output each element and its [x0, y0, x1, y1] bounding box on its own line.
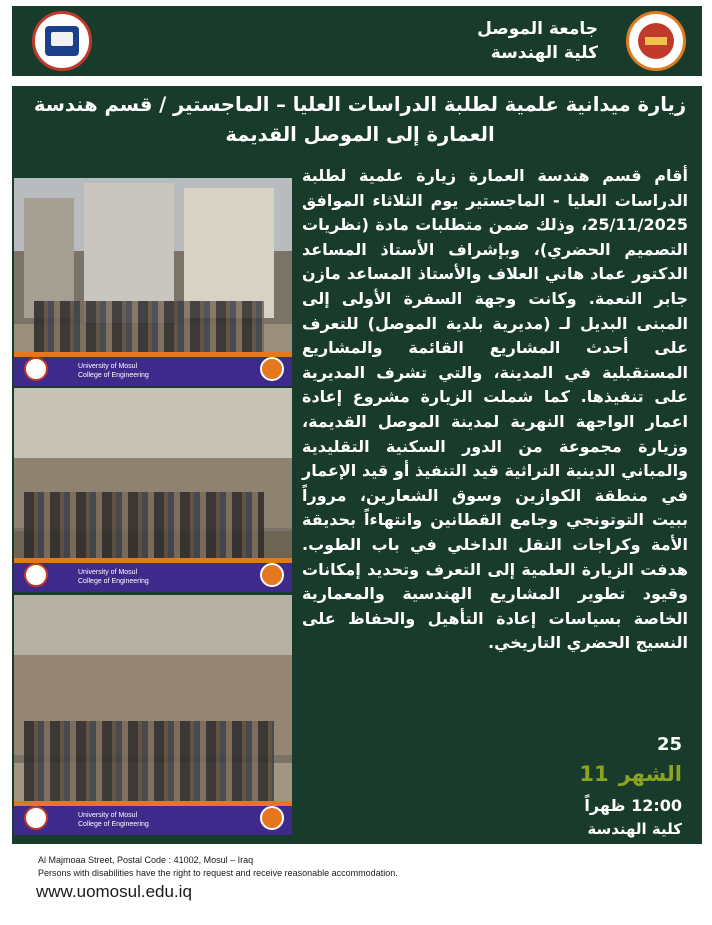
content-panel — [12, 86, 702, 844]
university-seal-icon — [260, 357, 284, 381]
footer-accessibility: Persons with disabilities have the right to request and receive reasonable accommodation. — [38, 868, 398, 878]
event-place: كلية الهندسة — [587, 820, 682, 838]
university-seal-icon — [260, 806, 284, 830]
photo-caption — [78, 362, 149, 380]
photo-ruins-1 — [14, 388, 292, 592]
photo-caption-line2: College of Engineering — [78, 578, 149, 585]
college-name: كلية الهندسة — [490, 43, 598, 63]
college-logo-icon — [24, 357, 48, 381]
photo-caption-line1: University of Mosul — [78, 569, 138, 576]
college-logo-icon — [24, 563, 48, 587]
header-text — [477, 17, 598, 65]
event-time: 12:00 ظهراً — [584, 796, 682, 815]
photo-caption-line1: University of Mosul — [78, 812, 138, 819]
header-bar — [12, 6, 702, 76]
footer-website-link[interactable]: www.uomosul.edu.iq — [36, 882, 192, 901]
footer-address: Al Majmoaa Street, Postal Code : 41002, Mosul – Iraq — [38, 855, 254, 865]
photo-caption-line1: University of Mosul — [78, 363, 138, 370]
photo-ruins-2 — [14, 595, 292, 835]
university-name: جامعة الموصل — [477, 19, 598, 39]
event-month: 11 — [579, 762, 609, 786]
university-seal-icon — [260, 563, 284, 587]
photo-caption — [78, 568, 149, 586]
college-logo-icon — [24, 806, 48, 830]
photo-caption-line2: College of Engineering — [78, 821, 149, 828]
event-month-row — [569, 762, 682, 786]
article-body: أقام قسم هندسة العمارة زيارة علمية لطلبة الدراسات العليا - الماجستير يوم الثلاثاء الموافق 25/11/2025، وذلك ضمن متطلبات مادة (نظريات التصميم الحضري)، وبإشراف الأستاذ المساعد الدكتور عماد هاني العلاف والأستاذ المساعد مازن جابر النعمة. وكانت وجهة السفرة الأولى إلى المبنى البديل لـ (مديرية بلدية الموصل) للتعرف على أحدث المشاريع القائمة والمشاريع المستقبلية في المدينة، والتي تشرف المديرية على تنفيذها. كما شملت الزيارة مشروع إعادة اعمار الواجهة النهرية لمدينة الموصل القديمة، وزيارة مجموعة من الدور السكنية التقليدية والمباني الدينية التراثية قيد التنفيذ أو قيد الإعمار في منطقة الكوازين وسوق الشعارين، مروراً ببيت التوتونجي وجامع القطانين وانتهاءاً بحديقة الأمة وكراجات النقل الداخلي في باب الطوب. هدفت الزيارة العلمية إلى التعرف وتحديد إمكانات وقيود تطوير المشاريع الهندسية والمعمارية الخاصة بسياسات إعادة التأهيل والحفاظ على النسيج الحضري التاريخي. — [302, 166, 688, 653]
university-seal-icon — [626, 11, 686, 71]
page-title: زيارة ميدانية علمية لطلبة الدراسات العليا – الماجستير / قسم هندسة العمارة إلى الموصل القديمة — [33, 93, 687, 146]
college-logo-icon — [32, 11, 92, 71]
photo-caption-line2: College of Engineering — [78, 372, 149, 379]
event-day: 25 — [656, 734, 682, 755]
photo-caption — [78, 811, 149, 829]
photo-group-1 — [14, 178, 292, 386]
month-label: الشهر — [618, 762, 682, 786]
